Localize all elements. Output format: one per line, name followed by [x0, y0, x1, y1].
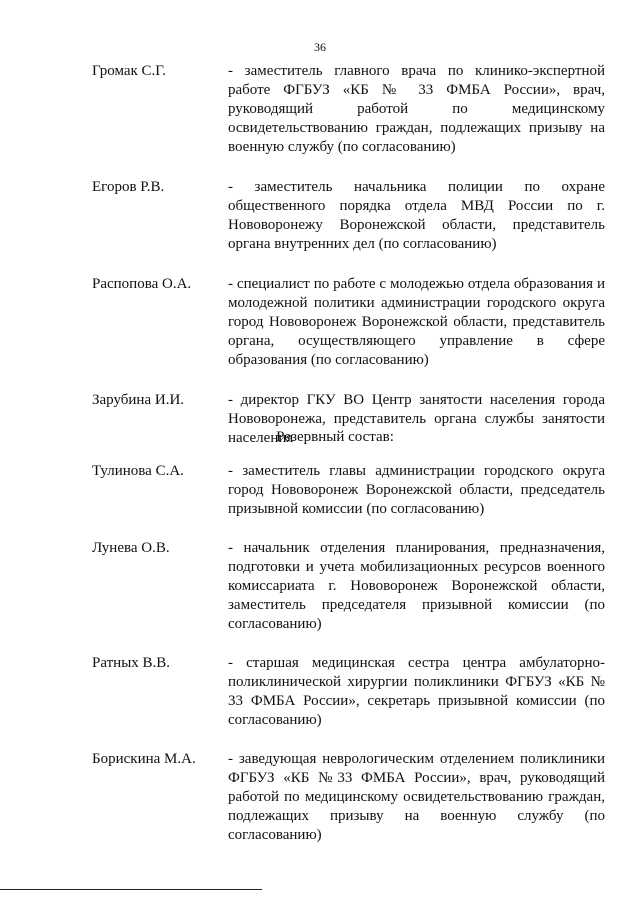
member-name: Ратных В.В. [92, 655, 171, 671]
member-name: Громак С.Г. [92, 63, 167, 79]
member-description: - заместитель главы администрации городского округа город Нововоронеж Воронежской области, председатель призывной комиссии (по согласованию) [228, 463, 605, 517]
reserve-member-entry [92, 462, 608, 519]
member-description: - директор ГКУ ВО Центр занятости населения города Нововоронежа, представитель органа службы занятости населения [228, 392, 605, 446]
member-name: Лунева О.В. [92, 540, 170, 556]
reserve-heading: Резервный состав: [276, 429, 394, 445]
member-description: - старшая медицинская сестра центра амбулаторно-поликлинической хирургии поликлиники ФГБУЗ «КБ № 33 ФМБА России», секретарь призывной комиссии (по согласованию) [228, 655, 605, 728]
member-name: Борискина М.А. [92, 751, 196, 767]
member-name: Распопова О.А. [92, 276, 192, 292]
member-description: - заместитель главного врача по клинико-экспертной работе ФГБУЗ «КБ № 33 ФМБА России», врач, руководящий работой по медицинскому освидетельствованию граждан, подлежащих призыву на военную службу (по согласованию) [228, 63, 605, 155]
member-name: Тулинова С.А. [92, 463, 184, 479]
main-members-list [92, 62, 608, 448]
reserve-members-list [92, 462, 608, 845]
reserve-member-entry [92, 654, 608, 730]
member-description: - специалист по работе с молодежью отдела образования и молодежной политики администрации городского округа город Нововоронеж Воронежской области, представитель органа, осуществляющего управление в сфере образования (по согласованию) [228, 276, 605, 368]
member-entry [92, 62, 608, 157]
member-entry [92, 178, 608, 254]
footer-rule [0, 889, 262, 890]
member-entry [92, 275, 608, 370]
reserve-member-entry [92, 539, 608, 634]
member-description: - начальник отделения планирования, предназначения, подготовки и учета мобилизационных ресурсов военного комиссариата г. Нововоронеж Воронежской области, заместитель председателя призывной комиссии (по согласованию) [228, 540, 605, 632]
member-description: - заместитель начальника полиции по охране общественного порядка отдела МВД России по г. Нововоронежу Воронежской области, представитель органа внутренних дел (по согласованию) [228, 179, 605, 252]
reserve-member-entry [92, 750, 608, 845]
member-name: Егоров Р.В. [92, 179, 165, 195]
page-number: 36 [314, 40, 326, 54]
member-description: - заведующая неврологическим отделением поликлиники ФГБУЗ «КБ №33 ФМБА России», врач, руководящий работой по медицинскому освидетельствованию граждан, подлежащих призыву на военную службу (по согласованию) [228, 751, 605, 843]
member-name: Зарубина И.И. [92, 392, 185, 408]
